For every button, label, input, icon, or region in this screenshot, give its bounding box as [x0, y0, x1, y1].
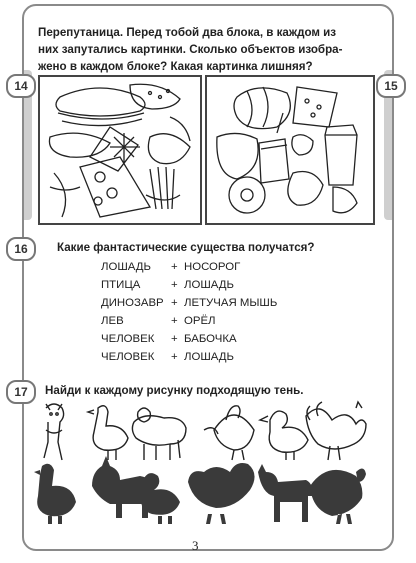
plus-sign: +	[171, 315, 178, 327]
sandwich-outline	[49, 133, 110, 157]
burger-bun-outline	[130, 84, 180, 109]
turkey-shadow[interactable]	[310, 468, 366, 524]
task-number-17: 17	[6, 380, 36, 404]
goat-drawing[interactable]	[44, 404, 64, 460]
donut-outline	[229, 177, 265, 213]
task-14-text	[38, 24, 378, 75]
creatures-right-column	[184, 258, 304, 366]
creature-right: ЛОШАДЬ	[184, 279, 234, 291]
task-16-question: Какие фантастические существа получатся?	[57, 241, 315, 254]
creature-right: НОСОРОГ	[184, 261, 241, 273]
cake-slice-outline	[293, 87, 337, 127]
tangle-food-illustration	[40, 77, 200, 223]
task-14-line: них запутались картинки. Сколько объектов изобра-	[38, 43, 343, 56]
croissant-outline	[234, 88, 290, 129]
task-number-14: 14	[6, 74, 36, 98]
creature-left: ПТИЦА	[101, 279, 141, 291]
task-number-15: 15	[376, 74, 406, 98]
plus-column	[171, 258, 183, 366]
plus-sign: +	[171, 351, 178, 363]
creature-left: ЧЕЛОВЕК	[101, 333, 155, 345]
fries-outline	[146, 167, 180, 209]
rooster-shadow[interactable]	[188, 463, 255, 524]
task-14-line: жено в каждом блоке? Какая картинка лишняя?	[38, 60, 313, 73]
page-number: 3	[192, 538, 199, 553]
ice-cream-outline	[217, 133, 258, 179]
plus-sign: +	[171, 279, 178, 291]
goose-drawing[interactable]	[88, 406, 128, 460]
creatures-left-column	[101, 258, 171, 366]
burger-outline	[56, 88, 145, 116]
goat-shadow[interactable]	[258, 464, 312, 522]
animal-drawings-row	[38, 400, 378, 462]
task-17-instruction: Найди к каждому рисунку подходящую тень.	[45, 384, 304, 397]
pizza-slice-outline	[80, 157, 150, 217]
creature-left: ДИНОЗАВР	[101, 297, 164, 309]
creature-left: ЛЕВ	[101, 315, 124, 327]
duck-drawing[interactable]	[260, 411, 308, 460]
macaron-outline	[333, 187, 357, 213]
creature-right: БАБОЧКА	[184, 333, 237, 345]
animal-shadows-row	[38, 462, 378, 526]
chicken-leg-outline	[148, 134, 190, 164]
coffee-cup-outline	[325, 125, 357, 185]
creature-right: ЛОШАДЬ	[184, 351, 234, 363]
creature-right: ОРЁЛ	[184, 315, 216, 327]
sheep-drawing[interactable]	[132, 408, 186, 460]
cupcake-outline	[288, 172, 323, 206]
tangle-sweets-illustration	[207, 77, 373, 223]
task-number-16: 16	[6, 237, 36, 261]
soda-cup-outline	[259, 139, 289, 183]
rooster-drawing[interactable]	[306, 402, 366, 460]
creature-right: ЛЕТУЧАЯ МЫШЬ	[184, 297, 278, 309]
task-14-line: Перепутаница. Перед тобой два блока, в каждом из	[38, 26, 337, 39]
plus-sign: +	[171, 297, 178, 309]
goose-shadow[interactable]	[34, 464, 76, 524]
plus-sign: +	[171, 261, 178, 273]
tangle-block-food[interactable]	[38, 75, 202, 225]
creature-left: ЧЕЛОВЕК	[101, 351, 155, 363]
tangle-block-sweets[interactable]	[205, 75, 375, 225]
creature-left: ЛОШАДЬ	[101, 261, 151, 273]
turkey-drawing[interactable]	[204, 406, 254, 460]
snowflake-cookie-outline	[90, 127, 138, 171]
plus-sign: +	[171, 333, 178, 345]
